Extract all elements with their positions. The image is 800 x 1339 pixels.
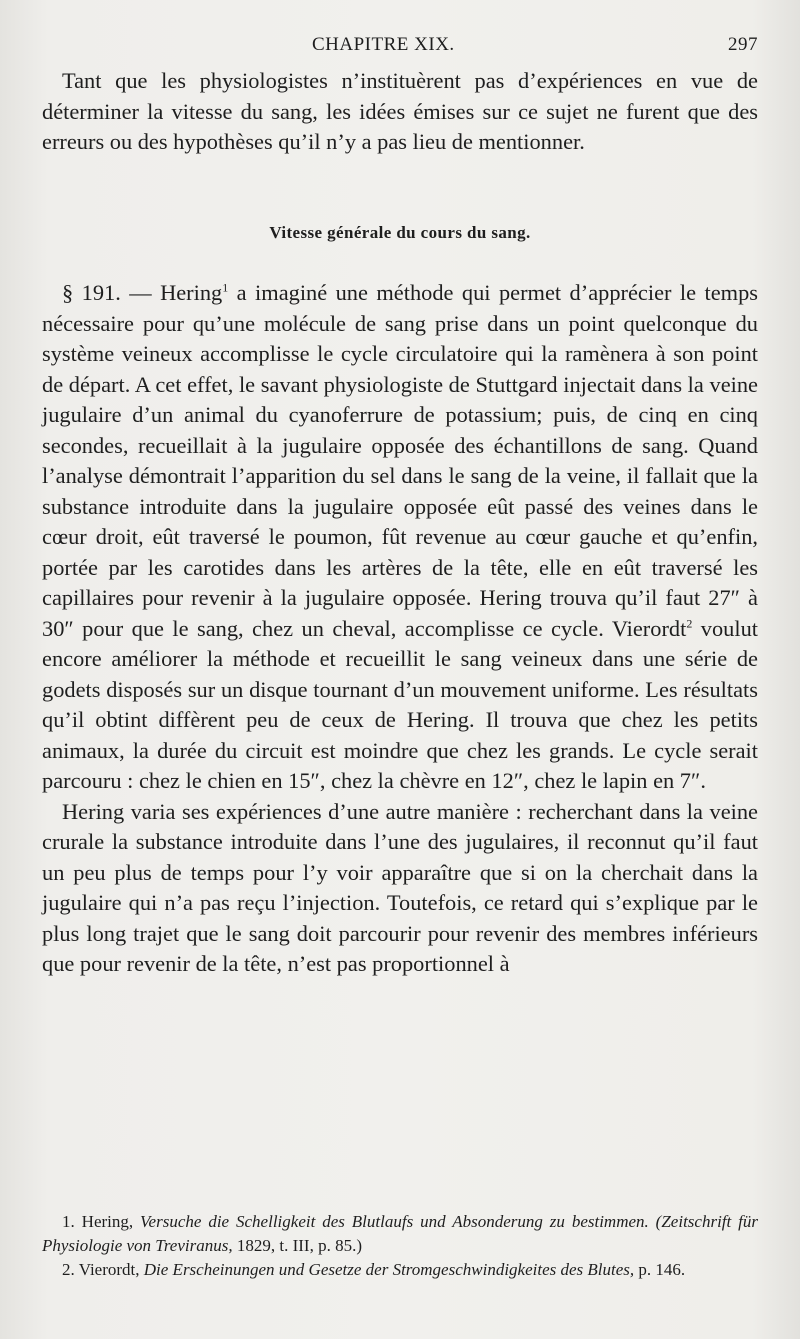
paragraph-191 <box>42 278 758 797</box>
footnote-title: Versuche die Schelligkeit des Blutlaufs und Absonderung zu bestimmen. (Zeitschrift für Physiologie von Treviranus, <box>42 1212 758 1255</box>
footnote-author: Hering, <box>74 1212 141 1231</box>
footnote-number: 2. <box>62 1260 75 1279</box>
footnote-ref-2[interactable]: 2 <box>686 616 693 631</box>
main-text <box>42 66 758 980</box>
footnote-details: p. 146. <box>634 1260 686 1279</box>
footnote-author: Vierordt, <box>74 1260 144 1279</box>
footnote-2 <box>42 1258 758 1282</box>
paragraph-hering-variation: Hering varia ses expériences d’une autre manière : recherchant dans la veine crurale la substance introduite dans l’une des jugulaires, il reconnut qu’il faut un peu plus de temps pour l’y voir apparaître que si on la cherchait dans la jugulaire qui n’a pas reçu l’injection. Toutefois, ce retard qui s’explique par le plus long trajet que le sang doit parcourir pour revenir des membres inférieurs que pour revenir de la tête, n’est pas proportionnel à <box>42 798 758 976</box>
chapter-title: CHAPITRE XIX. <box>312 34 455 55</box>
footnote-ref-1[interactable]: 1 <box>222 280 229 295</box>
footnote-title: Die Erscheinungen und Gesetze der Stromgeschwindigkeites des Blutes, <box>143 1260 635 1279</box>
intro-paragraph: Tant que les physiologistes n’instituèrent pas d’expériences en vue de déterminer la vitesse du sang, les idées émises sur ce sujet ne furent que des erreurs ou des hypothèses qu’il n’y a pas lieu de mentionner. <box>42 68 758 154</box>
running-header <box>42 34 758 60</box>
footnote-1 <box>42 1210 758 1258</box>
paragraph-191-text-a: a imaginé une méthode qui permet d’apprécier le temps nécessaire pour qu’une molécule de sang prise dans un point quelconque du système veineux accomplisse le cycle circulatoire qui la ramènera à son point de départ. A cet effet, le savant physiologiste de Stuttgard injectait dans la veine jugulaire d’un animal du cyanoferrure de potassium; puis, de cinq en cinq secondes, recueillait à la jugulaire opposée des échantillons de sang. Quand l’analyse démontrait l’apparition du sel dans le sang de la veine, il fallait que la substance introduite dans la jugulaire opposée eût passé des veines dans le cœur droit, eût traversé le poumon, fût revenue au cœur gauche et qu’enfin, portée par les carotides dans les artères de la tête, elle en eût traversé les capillaires pour revenir à la jugulaire opposée. Hering trouva qu’il faut 27″ à 30″ pour que le sang, chez un cheval, accomplisse ce cycle. Vierordt <box>42 280 758 641</box>
footnote-number: 1. <box>62 1212 75 1231</box>
section-heading: Vitesse générale du cours du sang. <box>269 222 531 242</box>
footnote-details: 1829, t. III, p. 85.) <box>232 1236 362 1255</box>
section-mark: § 191. — Hering <box>62 280 223 305</box>
footnotes <box>42 1210 758 1282</box>
page-number: 297 <box>728 34 758 55</box>
paragraph-191-text-b: voulut encore améliorer la méthode et recueillit le sang veineux dans une série de godets disposés sur un disque tournant d’un mouvement uniforme. Les résultats qu’il obtint diffèrent peu de ceux de Hering. Il trouva que chez les petits animaux, la durée du circuit est moindre que chez les grands. Le cycle serait parcouru : chez le chien en 15″, chez la chèvre en 12″, chez le lapin en 7″. <box>42 615 758 793</box>
